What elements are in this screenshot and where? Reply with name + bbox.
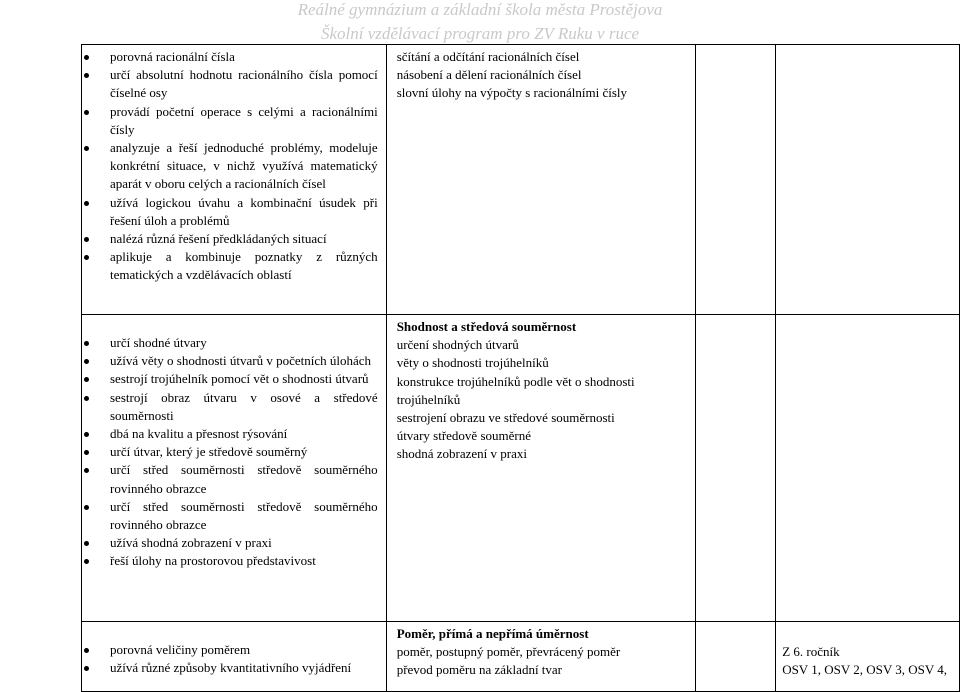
content-list: [387, 315, 696, 464]
list-item: útvary středově souměrné: [396, 428, 531, 444]
outcomes-cell: [82, 315, 387, 622]
table-row: [82, 45, 960, 315]
list-item: užívá logickou úvahu a kombinační úsudek při řešení úloh a problémů: [82, 194, 378, 230]
content-cell: [386, 315, 696, 622]
outcomes-cell: [82, 622, 387, 692]
list-item: dbá na kvalitu a přesnost rýsování: [82, 425, 378, 443]
list-item: konstrukce trojúhelníků podle vět o shodnosti trojúhelníků: [396, 373, 635, 407]
list-item: slovní úlohy na výpočty s racionálními čísly: [396, 85, 628, 101]
note-list: [776, 622, 959, 679]
curriculum-table: [81, 44, 960, 692]
list-item: analyzuje a řeší jednoduché problémy, modeluje konkrétní situace, v nichž využívá matematický aparát v oboru celých a racionálních čísel: [82, 139, 378, 194]
list-item: provádí početní operace s celými a racionálními čísly: [82, 103, 378, 139]
program-name-header: Školní vzdělávací program pro ZV Ruku v ruce: [320, 24, 640, 43]
list-item: aplikuje a kombinuje poznatky z různých tematických a vzdělávacích oblastí: [82, 248, 378, 284]
list-item: sestrojí obraz útvaru v osové a středové souměrnosti: [82, 389, 378, 425]
list-item: užívá různé způsoby kvantitativního vyjádření: [82, 659, 378, 677]
list-item: sestrojí trojúhelník pomocí vět o shodnosti útvarů: [82, 370, 378, 388]
osv-label: OSV 1, OSV 2, OSV 3, OSV 4,: [782, 662, 948, 678]
list-item: určí střed souměrnosti středově souměrného rovinného obrazce: [82, 498, 378, 534]
list-item: porovná veličiny poměrem: [82, 641, 378, 659]
list-item: určí shodné útvary: [82, 334, 378, 352]
list-item: užívá shodná zobrazení v praxi: [82, 534, 378, 552]
outcomes-list: [82, 45, 386, 285]
empty-cell: [696, 622, 776, 692]
table-row: [82, 622, 960, 692]
list-item: násobení a dělení racionálních čísel: [396, 67, 582, 83]
content-list: [387, 622, 696, 680]
school-name-header: Reálné gymnázium a základní škola města Prostějova: [297, 0, 663, 19]
list-item: nalézá různá řešení předkládaných situací: [82, 230, 378, 248]
empty-cell: [696, 45, 776, 315]
list-item: užívá věty o shodnosti útvarů v početních úlohách: [82, 352, 378, 370]
list-item: věty o shodnosti trojúhelníků: [396, 355, 549, 371]
grade-label: Z 6. ročník: [782, 644, 840, 659]
note-cell: [776, 622, 960, 692]
list-item: určí absolutní hodnotu racionálního čísla pomocí číselné osy: [82, 66, 378, 102]
section-title: Poměr, přímá a nepřímá úměrnost: [396, 626, 589, 641]
outcomes-list: [82, 622, 386, 677]
content-list: [387, 45, 696, 103]
list-item: poměr, postupný poměr, převrácený poměr: [396, 644, 621, 660]
empty-cell: [696, 315, 776, 622]
list-item: převod poměru na základní tvar: [396, 662, 563, 678]
list-item: sestrojení obrazu ve středové souměrnosti: [396, 410, 615, 426]
outcomes-cell: [82, 45, 387, 315]
list-item: určí útvar, který je středově souměrný: [82, 443, 378, 461]
table-row: [82, 315, 960, 622]
content-cell: [386, 45, 696, 315]
section-title: Shodnost a středová souměrnost: [396, 319, 577, 334]
empty-cell: [776, 45, 960, 315]
list-item: sčítání a odčítání racionálních čísel: [396, 49, 580, 64]
list-item: shodná zobrazení v praxi: [396, 446, 527, 462]
list-item: porovná racionální čísla: [82, 48, 378, 66]
list-item: řeší úlohy na prostorovou představivost: [82, 552, 378, 570]
outcomes-list: [82, 315, 386, 571]
list-item: určí střed souměrnosti středově souměrného rovinného obrazce: [82, 461, 378, 497]
content-cell: [386, 622, 696, 692]
empty-cell: [776, 315, 960, 622]
list-item: určení shodných útvarů: [396, 337, 519, 353]
